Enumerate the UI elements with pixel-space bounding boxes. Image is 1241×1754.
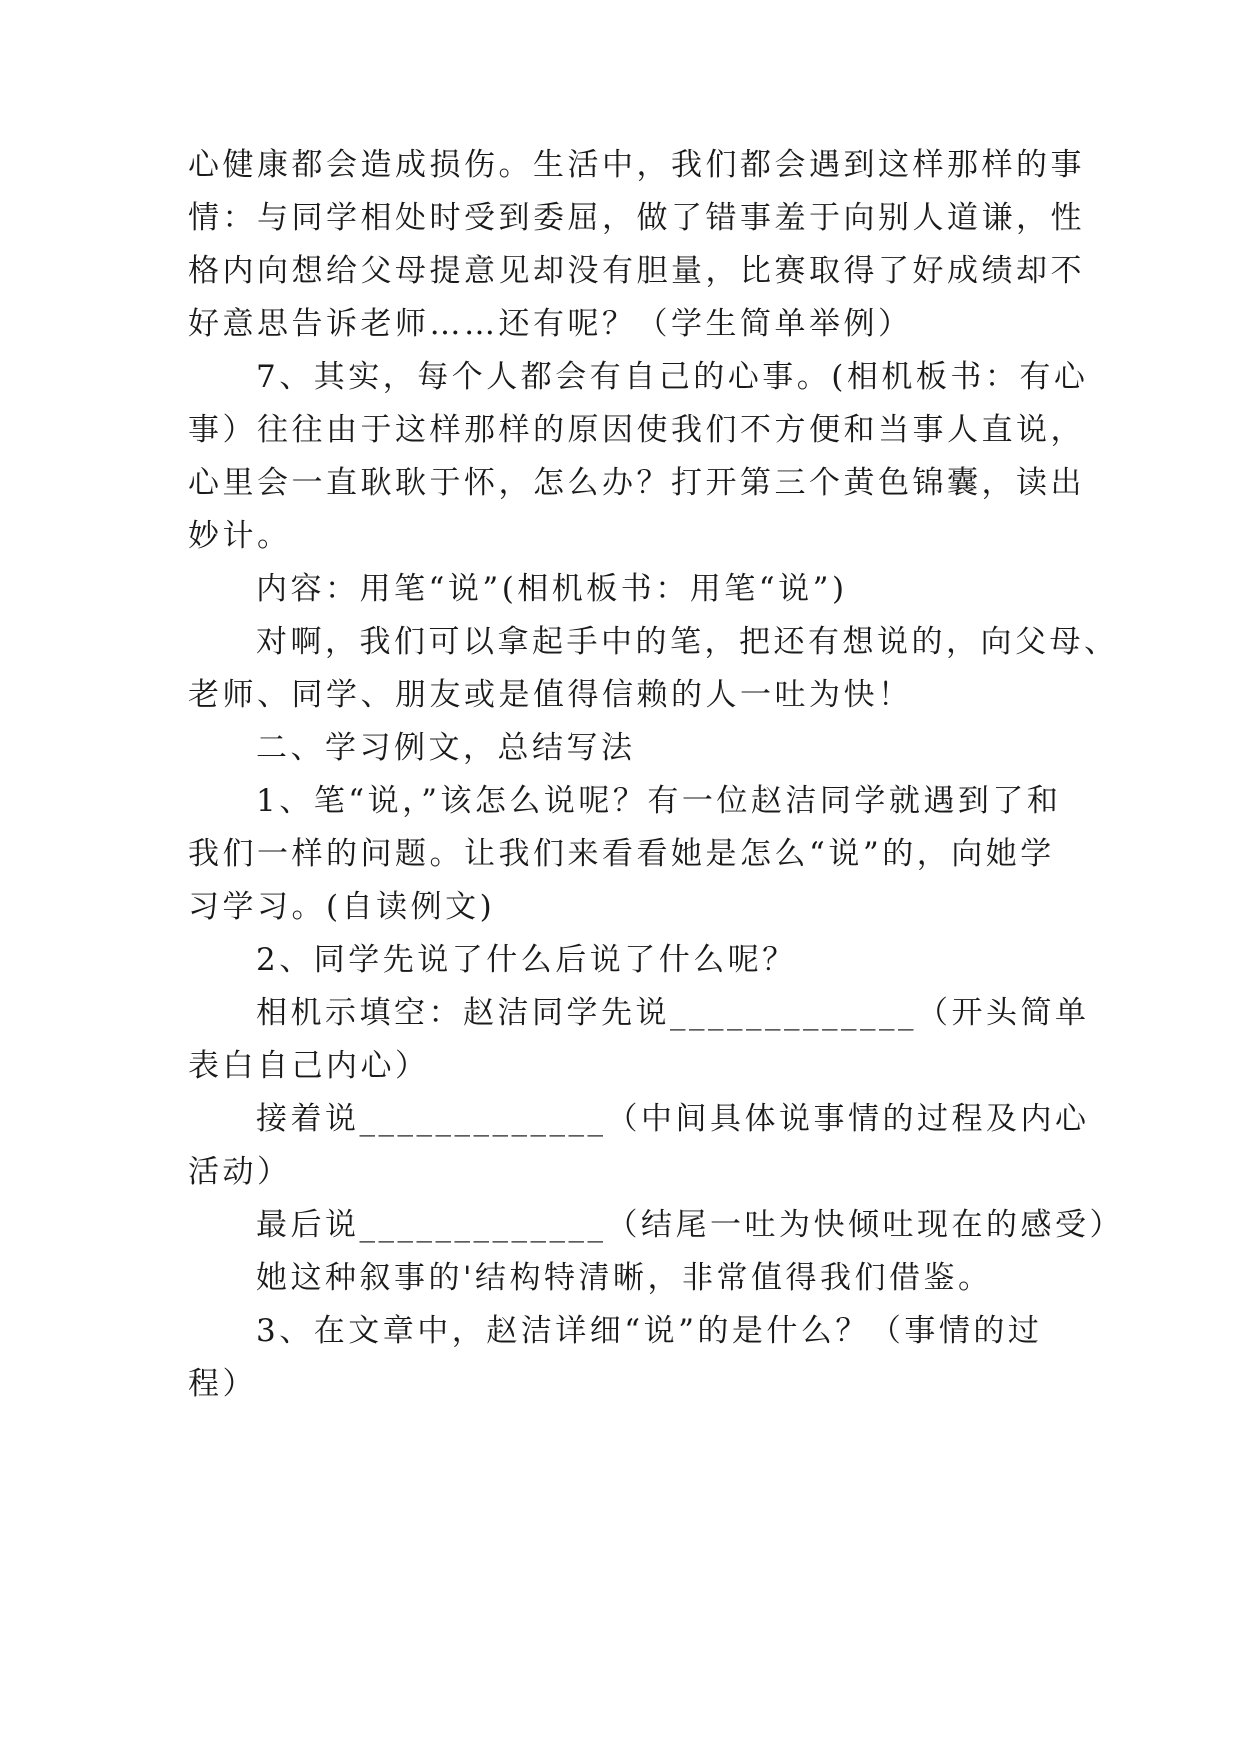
text-line: 内容：用笔“说”(相机板书：用笔“说”) [256, 571, 848, 607]
text-line: 1、笔“说，”该怎么说呢？有一位赵洁同学就遇到了和 [256, 783, 1062, 819]
text-line: 2、同学先说了什么后说了什么呢？ [256, 942, 797, 978]
text-line: 最后说_____________（结尾一吐为快倾吐现在的感受） [256, 1207, 1124, 1243]
text-line: 习学习。(自读例文) [188, 889, 496, 925]
text-line: 心健康都会造成损伤。生活中，我们都会遇到这样那样的事 [188, 147, 1085, 183]
text-line: 表白自己内心） [188, 1048, 430, 1084]
text-line: 老师、同学、朋友或是值得信赖的人一吐为快！ [188, 677, 913, 713]
section-heading: 二、学习例文，总结写法 [256, 730, 636, 766]
text-line: 妙计。 [188, 518, 292, 554]
text-line: 程） [188, 1366, 257, 1402]
text-line: 7、其实，每个人都会有自己的心事。(相机板书：有心 [256, 359, 1089, 395]
text-line: 她这种叙事的'结构特清晰，非常值得我们借鉴。 [256, 1260, 993, 1296]
text-line: 格内向想给父母提意见却没有胆量，比赛取得了好成绩却不 [188, 253, 1085, 289]
text-line: 事）往往由于这样那样的原因使我们不方便和当事人直说， [188, 412, 1085, 448]
text-line: 我们一样的问题。让我们来看看她是怎么“说”的，向她学 [188, 836, 1055, 872]
text-line: 接着说_____________（中间具体说事情的过程及内心 [256, 1101, 1090, 1137]
text-line: 情：与同学相处时受到委屈，做了错事羞于向别人道谦，性 [188, 200, 1085, 236]
text-line: 相机示填空：赵洁同学先说_____________（开头简单 [256, 995, 1090, 1031]
text-line: 好意思告诉老师……还有呢？（学生简单举例） [188, 306, 913, 342]
text-line: 活动） [188, 1154, 292, 1190]
text-line: 心里会一直耿耿于怀，怎么办？打开第三个黄色锦囊，读出 [188, 465, 1085, 501]
text-line: 3、在文章中，赵洁详细“说”的是什么？（事情的过 [256, 1313, 1043, 1349]
text-line: 对啊，我们可以拿起手中的笔，把还有想说的，向父母、 [256, 624, 1119, 660]
